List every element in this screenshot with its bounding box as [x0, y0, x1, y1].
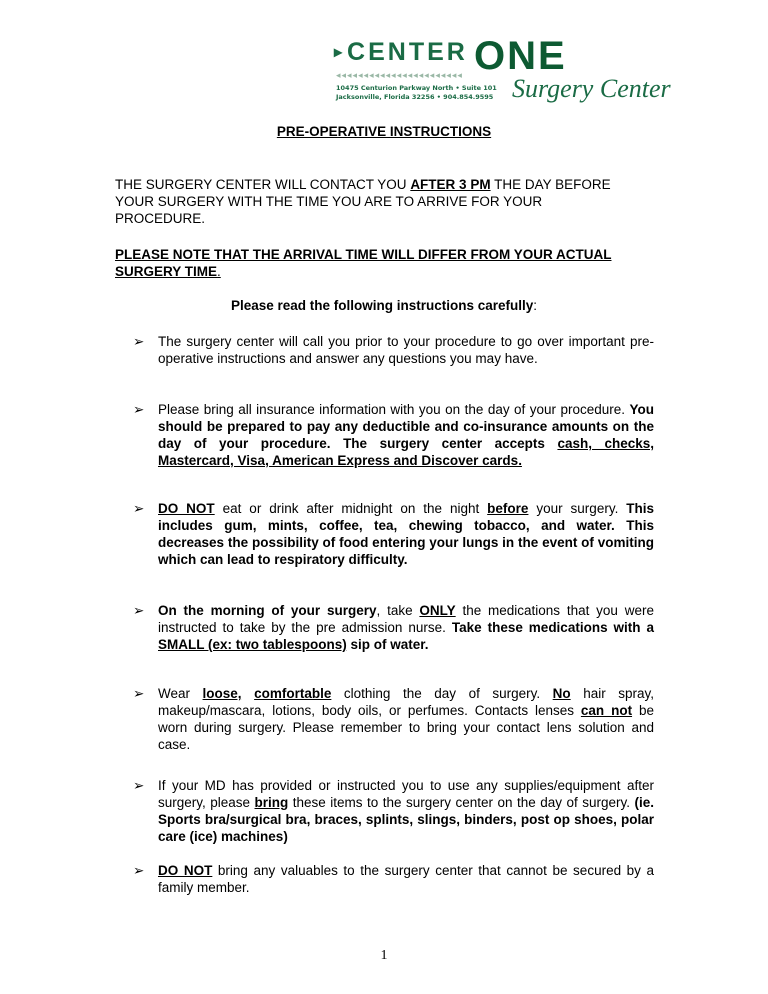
arrow-bullet-icon: ➢ [133, 603, 145, 618]
logo-address: 10475 Centurion Parkway North • Suite 101 Jacksonville, Florida 32256 • 904.854.9595 [336, 84, 497, 101]
instruction-item: ➢ If your MD has provided or instructed you to use any supplies/equipment after surgery, please bring these items to the surgery center on the day of surgery. (ie. Sports bra/surgical bra, braces, splints, slings, binders, post op shoes, polar care (ice) machines) [133, 778, 654, 844]
center-one-logo [334, 34, 674, 108]
logo-surgery-center: Surgery Center [512, 74, 671, 103]
arrow-bullet-icon: ➢ [133, 334, 145, 349]
arrow-bullet-icon: ➢ [133, 778, 145, 793]
instruction-item: ➢ DO NOT eat or drink after midnight on the night before your surgery. This includes gum, mints, coffee, tea, chewing tobacco, and water. This decreases the possibility of food entering your lungs in the event of vomiting which can lead to respiratory difficulty. [133, 501, 655, 567]
instruction-item: ➢ DO NOT bring any valuables to the surgery center that cannot be secured by a family member. [133, 863, 654, 895]
page-number: 1 [380, 948, 388, 963]
page-title: PRE-OPERATIVE INSTRUCTIONS [276, 124, 492, 139]
instruction-item: ➢ Please bring all insurance information with you on the day of your procedure. You should be prepared to pay any deductible and co-insurance amounts on the day of your procedure. The surgery center accepts cash, checks, Mastercard, Visa, American Express and Discover cards. [133, 402, 655, 468]
logo-arrow-row-icon: ◂◂◂◂◂◂◂◂◂◂◂◂◂◂◂◂◂◂◂◂◂◂◂ [336, 70, 463, 80]
intro-paragraph: THE SURGERY CENTER WILL CONTACT YOU AFTER 3 PM THE DAY BEFORE YOUR SURGERY WITH THE TIME YOU ARE TO ARRIVE FOR YOUR PROCEDURE. [115, 177, 611, 226]
arrow-bullet-icon: ➢ [133, 863, 145, 878]
instruction-item: ➢ On the morning of your surgery, take ONLY the medications that you were instructed to take by the pre admission nurse. Take these medications with a SMALL (ex: two tablespoons) sip of water. [133, 603, 654, 652]
arrow-bullet-icon: ➢ [133, 501, 145, 516]
logo-center-word: ▸CENTER [334, 38, 468, 66]
instructions-subheading: Please read the following instructions carefully: [230, 298, 538, 313]
instruction-item: ➢ Wear loose, comfortable clothing the day of surgery. No hair spray, makeup/mascara, lotions, body oils, or perfumes. Contacts lenses can not be worn during surgery. Please remember to bring your contact lens solution and case. [133, 686, 654, 752]
instruction-item: ➢ The surgery center will call you prior to your procedure to go over important pre-operative instructions and answer any questions you may have. [133, 334, 654, 366]
logo-one-word: ONE [474, 34, 567, 78]
arrival-note: PLEASE NOTE THAT THE ARRIVAL TIME WILL DIFFER FROM YOUR ACTUAL SURGERY TIME. [115, 247, 612, 279]
arrow-bullet-icon: ➢ [133, 686, 145, 701]
arrow-bullet-icon: ➢ [133, 402, 145, 417]
